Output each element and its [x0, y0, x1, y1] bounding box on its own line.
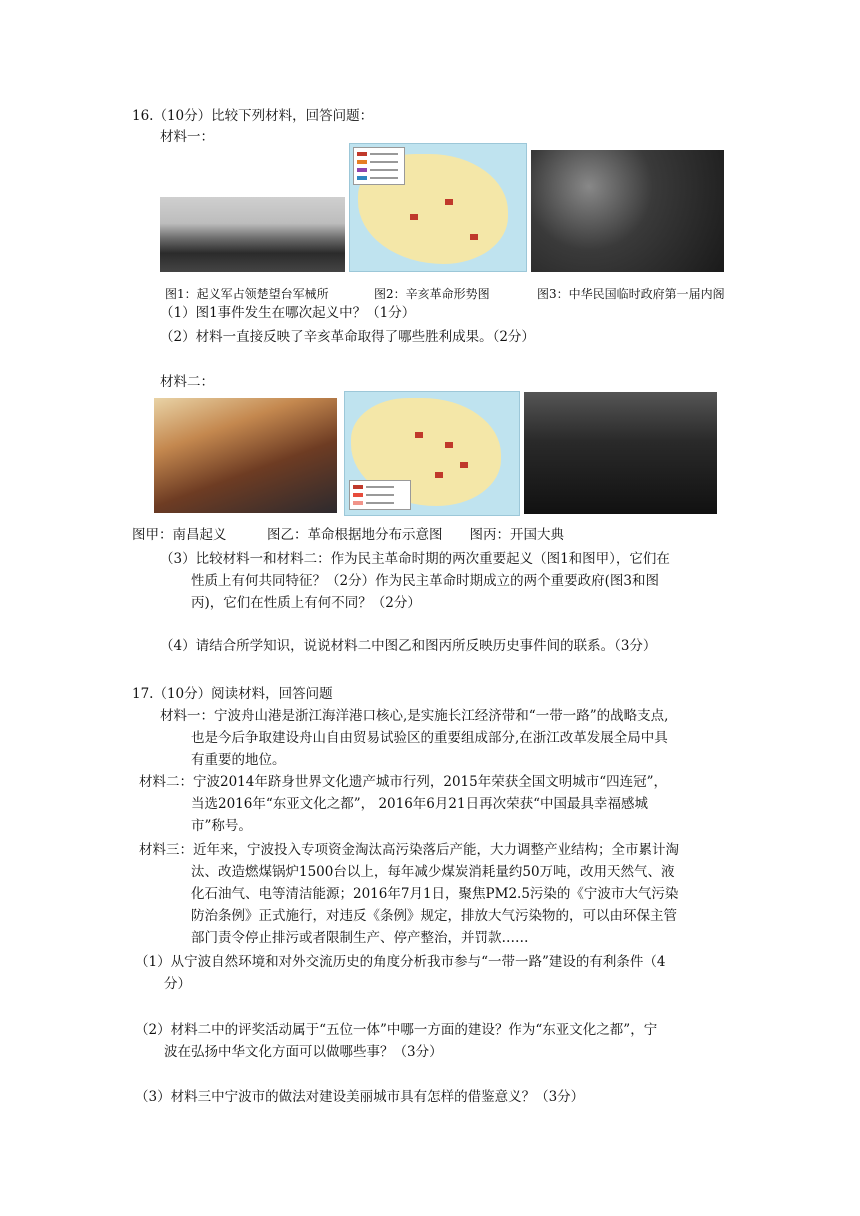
- caption-fig1: 图1：起义军占领楚望台军械所: [165, 287, 329, 301]
- q17-material3-line1: 材料三：近年来，宁波投入专项资金淘汰高污染落后产能，大力调整产业结构；全市累计淘: [139, 842, 679, 858]
- q17-material3-line2: 汰、改造燃煤锅炉1500台以上，每年减少煤炭消耗量约50万吨，改用天然气、液: [191, 864, 675, 880]
- q17-header: 17.（10分）阅读材料，回答问题: [132, 686, 333, 702]
- q17-material2-line3: 市”称号。: [191, 818, 252, 834]
- q17-material3-line5: 部门责令停止排污或者限制生产、停产整治，并罚款……: [191, 930, 529, 946]
- q17-sub1-line2: 分）: [164, 976, 191, 992]
- figure2-map: [349, 143, 527, 272]
- caption-fig2: 图2：辛亥革命形势图: [374, 287, 490, 301]
- q16-sub4: （4）请结合所学知识，说说材料二中图乙和图丙所反映历史事件间的联系。（3分）: [160, 638, 657, 654]
- figure-bing-photo: [524, 392, 717, 514]
- figure-jia-painting: [154, 398, 337, 513]
- material1-label: 材料一：: [160, 129, 214, 145]
- q16-sub1: （1）图1事件发生在哪次起义中？（1分）: [160, 305, 416, 321]
- figure3-photo: [531, 150, 724, 272]
- q16-header: 16.（10分）比较下列材料，回答问题：: [132, 108, 374, 124]
- material2-label: 材料二：: [160, 374, 214, 390]
- q16-sub3-line1: （3）比较材料一和材料二：作为民主革命时期的两次重要起义（图1和图甲），它们在: [160, 551, 670, 567]
- q16-sub3-line3: 丙)，它们在性质上有何不同？（2分）: [191, 595, 421, 611]
- q17-material2-line1: 材料二：宁波2014年跻身世界文化遗产城市行列，2015年荣获全国文明城市“四连冠”，: [139, 774, 668, 790]
- q16-sub2: （2）材料一直接反映了辛亥革命取得了哪些胜利成果。（2分）: [160, 329, 535, 345]
- q17-sub2-line2: 波在弘扬中华文化方面可以做哪些事？（3分）: [164, 1044, 443, 1060]
- q17-sub3: （3）材料三中宁波市的做法对建设美丽城市具有怎样的借鉴意义？（3分）: [135, 1089, 585, 1105]
- q17-material1-line1: 材料一：宁波舟山港是浙江海洋港口核心,是实施长江经济带和“一带一路”的战略支点,: [160, 708, 669, 724]
- q16-sub3-line2: 性质上有何共同特征？（2分）作为民主革命时期成立的两个重要政府(图3和图: [191, 573, 659, 589]
- q17-sub1-line1: （1）从宁波自然环境和对外交流历史的角度分析我市参与“一带一路”建设的有利条件（4: [135, 954, 666, 970]
- q17-material2-line2: 当选2016年“东亚文化之都”， 2016年6月21日再次荣获“中国最具幸福感城: [191, 796, 648, 812]
- q17-material3-line3: 化石油气、电等清洁能源；2016年7月1日，聚焦PM2.5污染的《宁波市大气污染: [191, 886, 679, 902]
- q17-material3-line4: 防治条例》正式施行，对违反《条例》规定，排放大气污染物的，可以由环保主管: [191, 908, 677, 924]
- q17-material1-line3: 有重要的地位。: [191, 752, 286, 768]
- captions-fig2-row: 图甲：南昌起义 图乙：革命根据地分布示意图 图丙：开国大典: [132, 527, 564, 543]
- caption-fig3: 图3：中华民国临时政府第一届内阁: [537, 287, 725, 301]
- figure-yi-map: [344, 391, 520, 516]
- q17-material1-line2: 也是今后争取建设舟山自由贸易试验区的重要组成部分,在浙江改革发展全局中具: [191, 730, 668, 746]
- figure1-photo: [160, 197, 345, 272]
- q17-sub2-line1: （2）材料二中的评奖活动属于“五位一体”中哪一方面的建设？作为“东亚文化之都”，宁: [135, 1022, 658, 1038]
